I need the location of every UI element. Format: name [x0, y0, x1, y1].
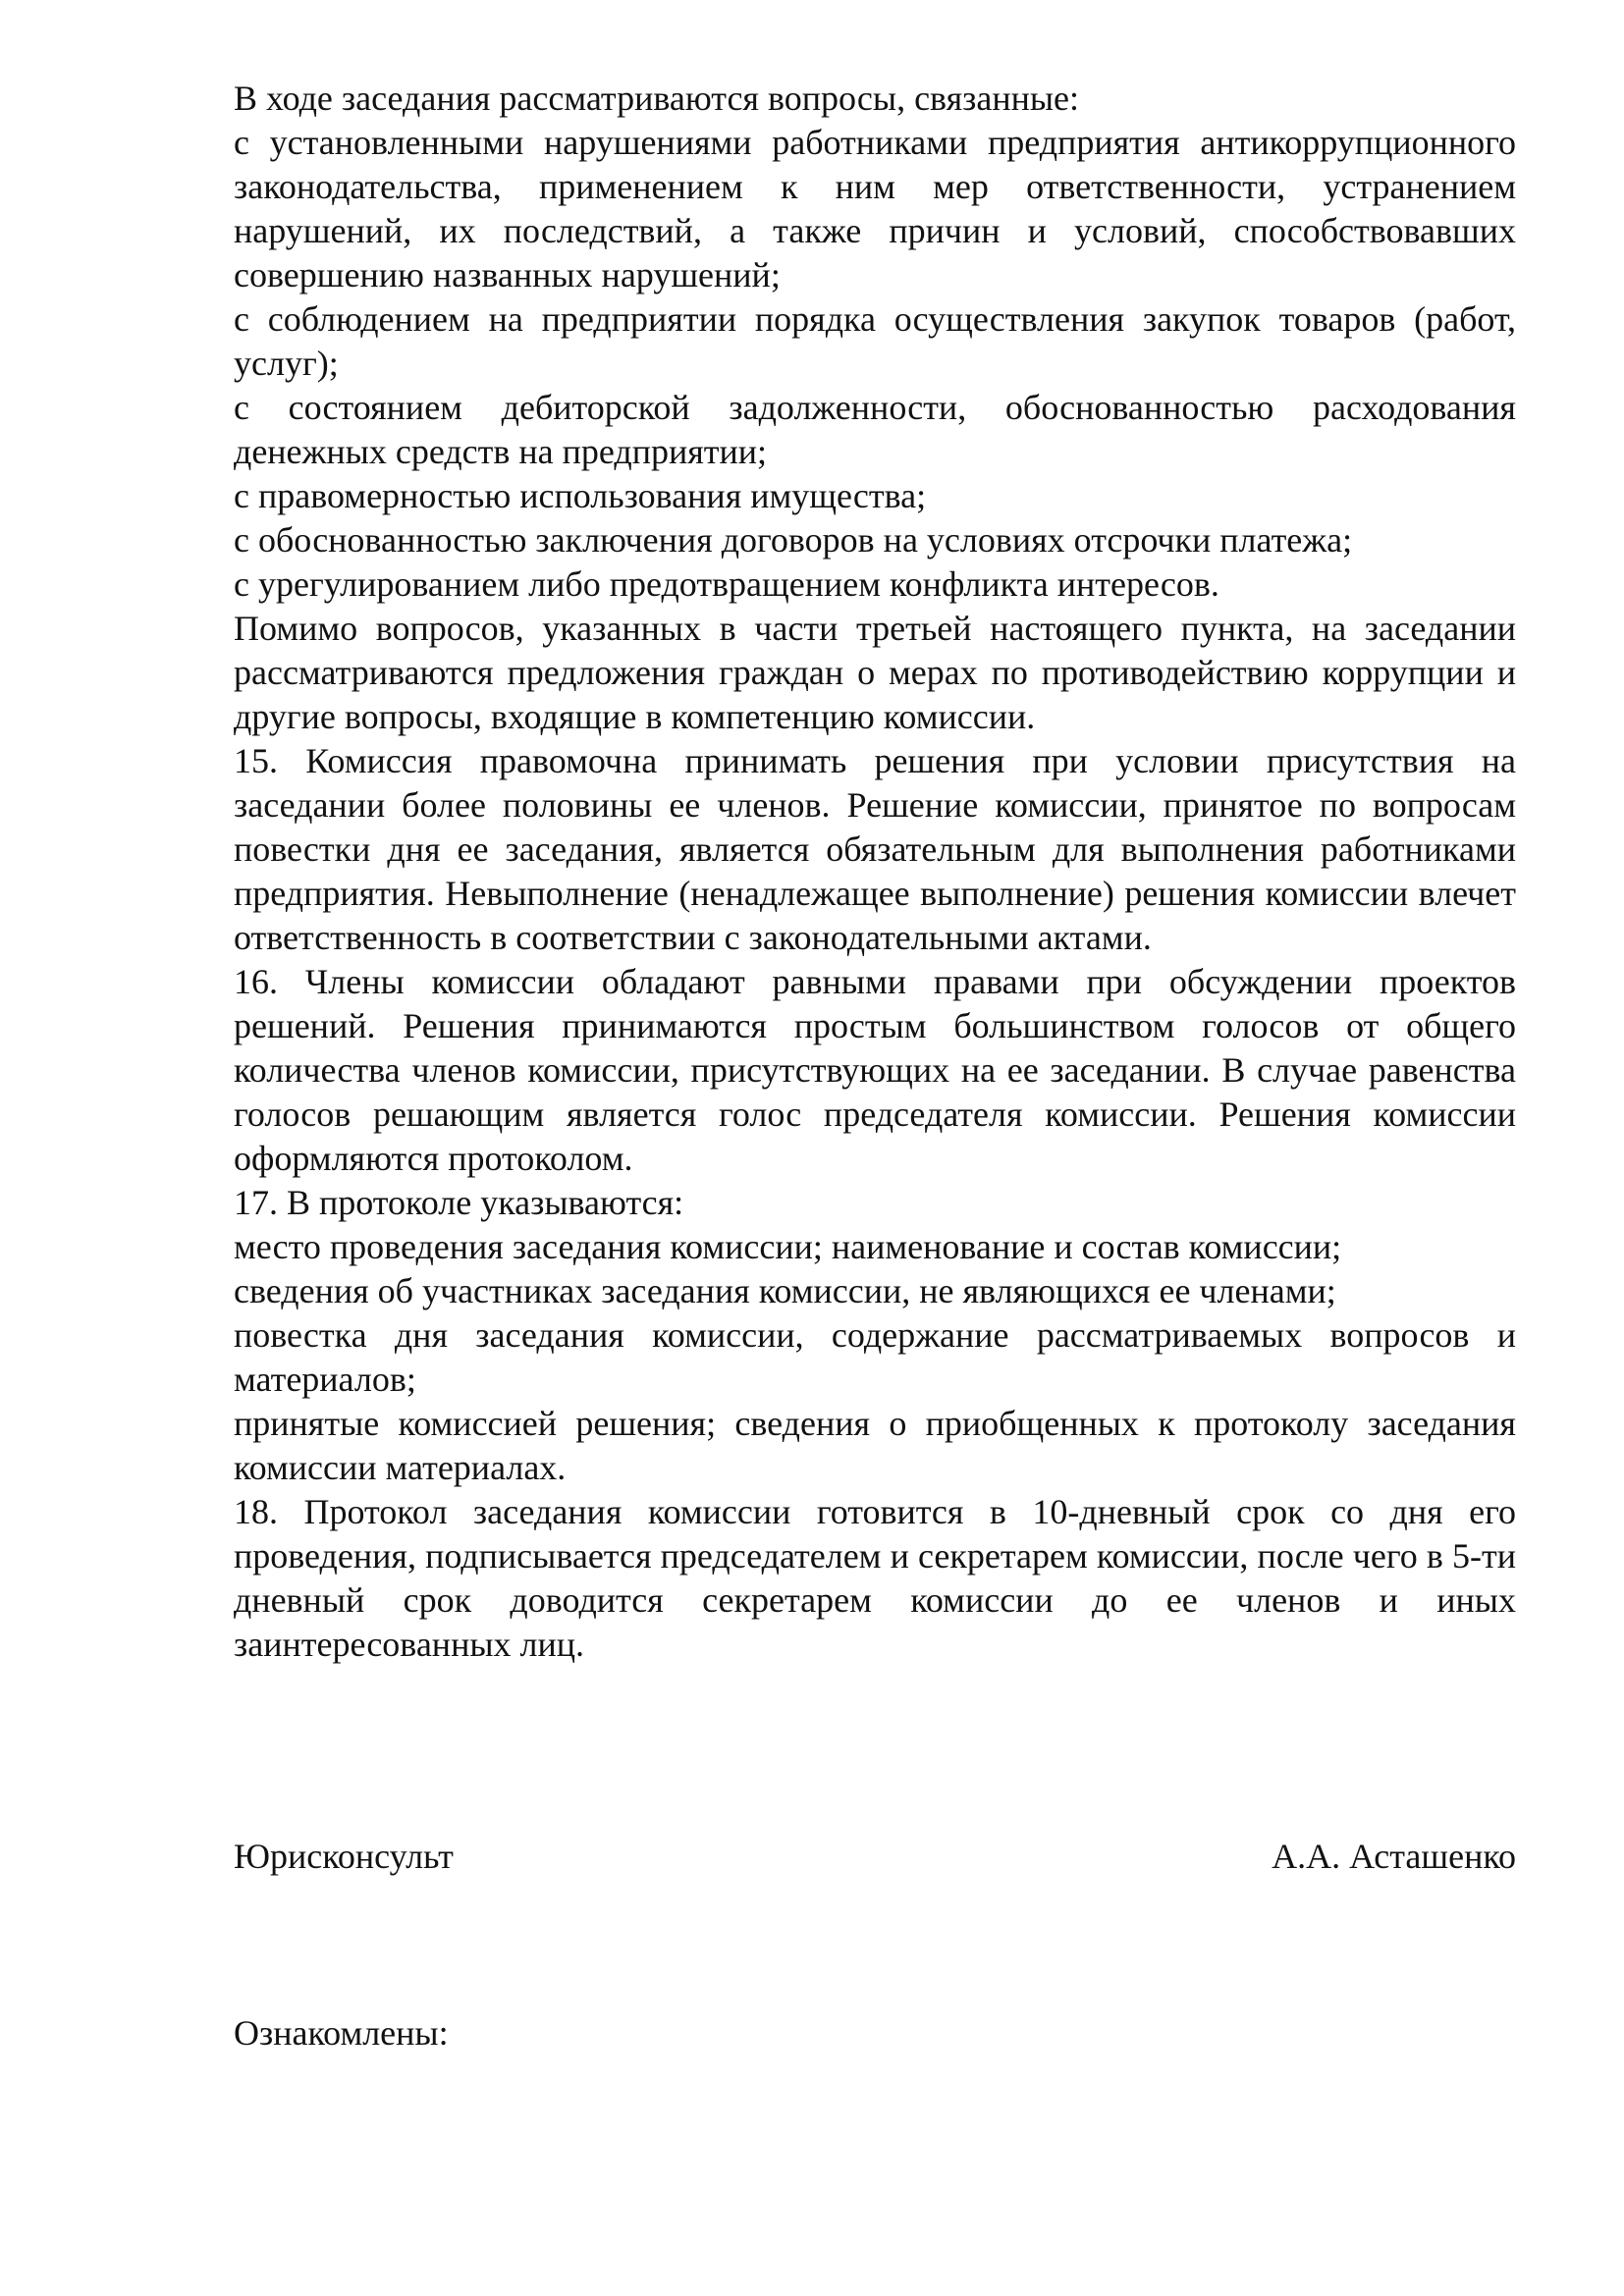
document-body	[234, 77, 1516, 1667]
paragraph-section-15: 15. Комиссия правомочна принимать решения при условии присутствия на заседании более половины ее членов. Решение комиссии, принятое по вопросам повестки дня ее заседания, является обязательным для выполнения работниками предприятия. Невыполнение (ненадлежащее выполнение) решения комиссии влечет ответственность в соответствии с законодательными актами.	[234, 741, 1516, 957]
paragraph-section-18: 18. Протокол заседания комиссии готовится в 10-дневный срок со дня его проведения, подписывается председателем и секретарем комиссии, после чего в 5-ти дневный срок доводится секретарем комиссии до ее членов и иных заинтересованных лиц.	[234, 1492, 1516, 1664]
signature-name: А.А. Асташенко	[1272, 1837, 1516, 1876]
paragraph-section-16: 16. Члены комиссии обладают равными правами при обсуждении проектов решений. Решения принимаются простым большинством голосов от общего количества членов комиссии, присутствующих на ее заседании. В случае равенства голосов решающим является голос председателя комиссии. Решения комиссии оформляются протоколом.	[234, 962, 1516, 1178]
paragraph-item-violations: с установленными нарушениями работниками предприятия антикоррупционного законодательства, применением к ним мер ответственности, устранением нарушений, их последствий, а также причин и условий, способствовавших совершению названных нарушений;	[234, 123, 1516, 294]
signature-position: Юрисконсульт	[234, 1837, 454, 1876]
acknowledged-label: Ознакомлены:	[234, 2013, 449, 2053]
paragraph-item-conflict: с урегулированием либо предотвращением конфликта интересов.	[234, 564, 1219, 604]
paragraph-protocol-participants: сведения об участниках заседания комиссии, не являющихся ее членами;	[234, 1271, 1336, 1310]
paragraph-protocol-agenda: повестка дня заседания комиссии, содержание рассматриваемых вопросов и материалов;	[234, 1315, 1516, 1399]
paragraph-item-procurement: с соблюдением на предприятии порядка осуществления закупок товаров (работ, услуг);	[234, 299, 1516, 383]
paragraph-proposals: Помимо вопросов, указанных в части третьей настоящего пункта, на заседании рассматриваются предложения граждан о мерах по противодействию коррупции и другие вопросы, входящие в компетенцию комиссии.	[234, 609, 1516, 736]
signature-block	[234, 1835, 1516, 1879]
paragraph-section-17: 17. В протоколе указываются:	[234, 1183, 684, 1222]
paragraph-protocol-decisions: принятые комиссией решения; сведения о приобщенных к протоколу заседания комиссии материалах.	[234, 1404, 1516, 1487]
paragraph-item-contracts: с обоснованностью заключения договоров на условиях отсрочки платежа;	[234, 520, 1353, 560]
paragraph-protocol-place: место проведения заседания комиссии; наименование и состав комиссии;	[234, 1227, 1342, 1266]
paragraph-intro: В ходе заседания рассматриваются вопросы, связанные:	[234, 79, 1080, 118]
paragraph-item-property: с правомерностью использования имущества;	[234, 476, 927, 515]
paragraph-item-receivables: с состоянием дебиторской задолженности, обоснованностью расходования денежных средств на предприятии;	[234, 388, 1516, 471]
